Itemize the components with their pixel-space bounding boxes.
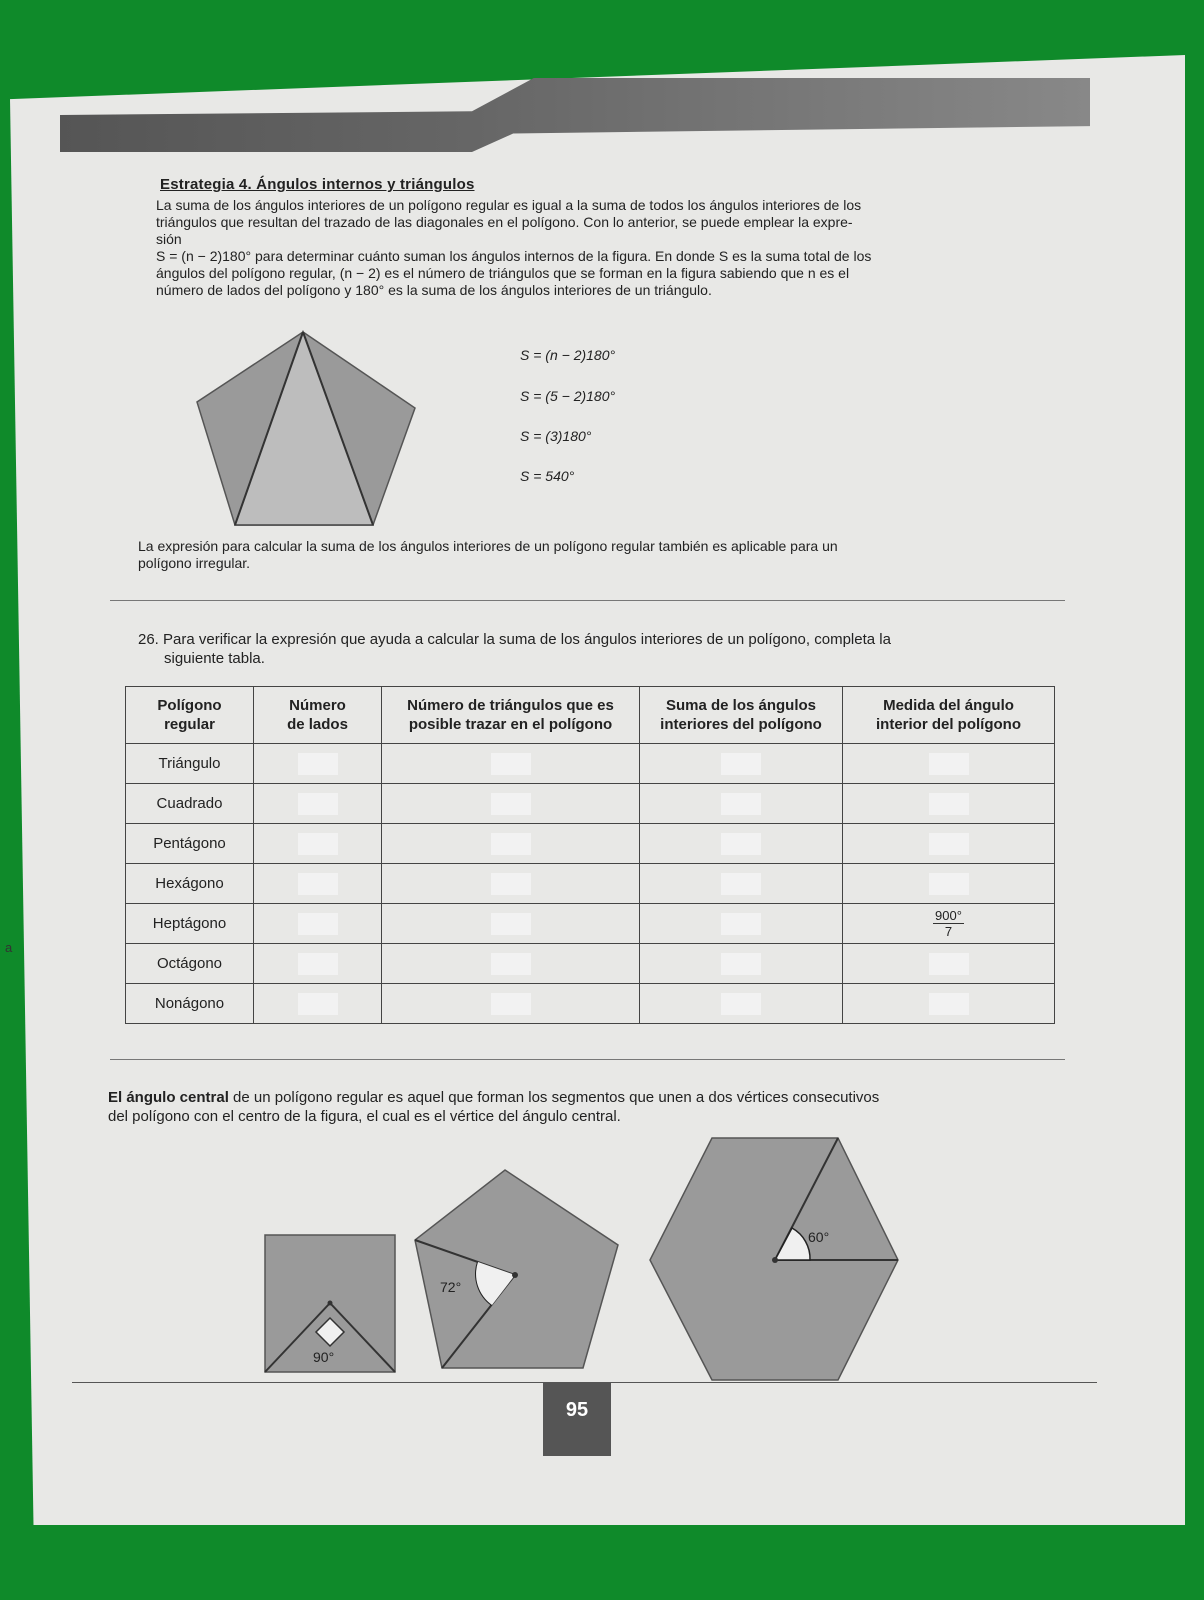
square-angle-label: 90° [313,1349,335,1365]
intro-line-2: triángulos que resultan del trazado de las diagonales en el polígono. Con lo anterior, se puede emplear la expre- [156,214,853,230]
page-number: 95 [543,1382,611,1456]
row-label: Nonágono [126,984,254,1024]
formula-3: S = (3)180° [520,428,592,444]
side-letter: a [5,940,13,955]
header-triangles: Número de triángulos que es posible trazar en el polígono [382,687,640,744]
question-26-line-1: 26. Para verificar la expresión que ayuda a calcular la suma de los ángulos interiores de un polígono, completa la [138,631,891,648]
row-label: Hexágono [126,864,254,904]
central-angle-line-2: del polígono con el centro de la figura, el cual es el vértice del ángulo central. [108,1108,621,1125]
intro-line-4: S = (n − 2)180° para determinar cuánto suman los ángulos internos de la figura. En donde S es la suma total de los [156,248,872,264]
intro-line-5: ángulos del polígono regular, (n − 2) es el número de triángulos que se forman en la figura sabiendo que n es el [156,265,850,281]
intro-line-6: número de lados del polígono y 180° es la suma de los ángulos interiores de un triángulo. [156,282,712,298]
irregular-note-line-2: polígono irregular. [138,555,251,571]
strategy-heading: Estrategia 4. Ángulos internos y triángulos [160,176,475,193]
row-label: Cuadrado [126,784,254,824]
row-label: Heptágono [126,904,254,944]
square-figure [265,1235,395,1372]
header-angle-sum: Suma de los ángulos interiores del polígono [640,687,843,744]
question-26-line-2: siguiente tabla. [164,650,265,667]
formula-2: S = (5 − 2)180° [520,388,616,404]
header-interior-angle: Medida del ángulo interior del polígono [843,687,1055,744]
formula-1: S = (n − 2)180° [520,347,616,363]
intro-line-1: La suma de los ángulos interiores de un polígono regular es igual a la suma de todos los ángulos interiores de los [156,197,862,213]
hexagon-figure [650,1138,898,1380]
hexagon-angle-label: 60° [808,1229,830,1245]
central-angle-line-1: El ángulo central de un polígono regular es aquel que forman los segmentos que unen a dos vértices consecutivos [108,1089,880,1106]
header-sides: Número de lados [254,687,382,744]
pentagon-figure [415,1170,618,1368]
formula-4: S = 540° [520,468,575,484]
intro-line-3: sión [156,231,182,247]
heptagon-interior-fraction: $\frac{900^\circ}{7}$ [935,907,962,939]
row-label: Octágono [126,944,254,984]
pentagon-angle-label: 72° [440,1279,462,1295]
irregular-note-line-1: La expresión para calcular la suma de los ángulos interiores de un polígono regular también es aplicable para un [138,538,838,554]
row-label: Pentágono [126,824,254,864]
header-polygon: Polígono regular [126,687,254,744]
row-label: Triángulo [126,744,254,784]
